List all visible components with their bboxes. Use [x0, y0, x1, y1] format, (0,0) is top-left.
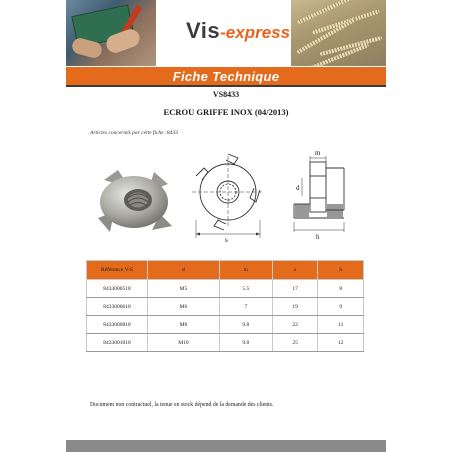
- workshop-photo: [66, 0, 156, 66]
- cell-h: 11: [318, 316, 364, 334]
- logo-express-text: -express: [220, 23, 291, 42]
- banner-title: Fiche Technique: [172, 68, 280, 84]
- cell-reference: 8433001018: [87, 334, 148, 352]
- product-reference: VS8433: [212, 90, 240, 99]
- articles-note: Articles concernés par cette fiche :8433: [90, 130, 178, 136]
- dim-m-label: m: [315, 149, 321, 157]
- cell-s: 25: [272, 334, 318, 352]
- table-row: [87, 280, 364, 298]
- cell-m: 9.8: [219, 316, 272, 334]
- dimensions-table: [86, 260, 364, 352]
- header-d: d: [148, 261, 220, 280]
- footer-bar: [66, 440, 386, 452]
- disclaimer-text: Document non contractuel, la tenue en stock dépend de la demande des clients.: [90, 402, 274, 408]
- cell-h: 8: [318, 280, 364, 298]
- cell-h: 9: [318, 298, 364, 316]
- header-banner: [66, 0, 386, 66]
- table-row: [87, 316, 364, 334]
- cell-d: M5: [148, 280, 220, 298]
- front-view-drawing: [184, 146, 272, 246]
- vis-express-logo: [186, 18, 290, 44]
- table-row: [87, 334, 364, 352]
- dim-h-label: h: [316, 233, 320, 241]
- dim-d-label: d: [296, 184, 300, 192]
- cell-m: 7: [219, 298, 272, 316]
- cell-s: 22: [272, 316, 318, 334]
- screws-photo: [291, 0, 386, 66]
- cell-s: 19: [272, 298, 318, 316]
- header-reference: Référence V-S: [87, 261, 148, 280]
- cell-d: M6: [148, 298, 220, 316]
- cell-reference: 8433000518: [87, 280, 148, 298]
- table-row: [87, 298, 364, 316]
- header-s: s: [272, 261, 318, 280]
- cell-h: 12: [318, 334, 364, 352]
- product-subtitle: ECROU GRIFFE INOX (04/2013): [163, 107, 289, 117]
- title-bar: [66, 67, 386, 87]
- logo-vis-text: Vis: [186, 18, 221, 43]
- cell-reference: 8433000818: [87, 316, 148, 334]
- cell-d: M10: [148, 334, 220, 352]
- table-header-row: [87, 261, 364, 280]
- cell-d: M8: [148, 316, 220, 334]
- header-h: h: [318, 261, 364, 280]
- side-view-drawing: [288, 146, 360, 246]
- dim-s-label: s: [225, 236, 228, 244]
- cell-m: 9.8: [219, 334, 272, 352]
- cell-s: 17: [272, 280, 318, 298]
- tee-nut-photo: [84, 160, 184, 240]
- cell-reference: 8433000618: [87, 298, 148, 316]
- header-m: m: [219, 261, 272, 280]
- cell-m: 5.5: [219, 280, 272, 298]
